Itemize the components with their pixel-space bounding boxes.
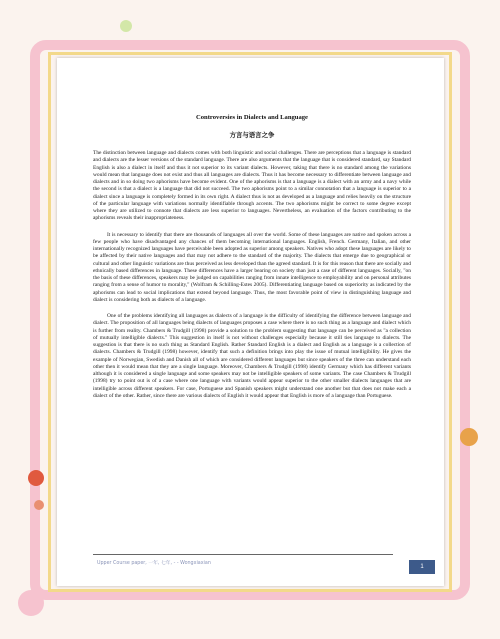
paragraph-1: The distinction between language and dialects comes with both linguistic and social challenges. There are perceptions that a language is standard and dialects are the lesser versions of the standard language. There are also arguments that the language that is considered standard, say Standard English is also a dialect in itself and thus it not superior to its variant dialects. However, taking that there is no standard among the variations would mean that language does not exist and thus all languages are dialects. Thus it has become necessary to differentiate between language and dialects and in so doing two aphorisms have become evident. One of the aphorisms is that a language is a dialect with an army and a navy while the second is that a dialect is a language that did not succeed. The two aphorisms point to a similar connotation that a language is superior to a dialect since a language is completely formed in its own right. A dialect thus is not as developed as a language and relies heavily on the structure of the particular language with variations normally identifiable through accents. The two aphorisms might be correct to some degree except where they are utilized to connote that dialects are less superior to languages. Nevertheless, an evaluation of the factors contributing to the aphorisms reveals their inappropriateness. [93,150,411,222]
footer-text: Upper Course paper, 一年, 七年, - - Wongxiaxian [97,561,211,566]
document-content [93,114,411,409]
paragraph-3: One of the problems identifying all languages as dialects of a language is the difficulty of identifying the difference between language and dialect. The proposition of all languages being dialects of languages proposes a case where there is no such thing as a language and dialect which is further from reality. Chambers & Trudgill (1998) provide a solution to the problem suggesting that language can be perceived as "a collection of mutually intelligible dialects." This suggestion in itself is not without challenges especially because it still ties language to dialects. The suggestion is that there is no such thing as Standard English. Rather Standard English is a dialect and English as a language is a collection of dialects. Chambers & Trudgill (1998) however, identify that such a definition brings into play the issue of mutual intelligibility. He gives the example of Norwegian, Swedish and Danish all of which are considered different languages but since speakers of the three can understand each other then it would mean that they are a single language. Moreover, Chambers & Trudgill (1998) identify Germany which has different variants although it is considered a single language and some speakers may not be intelligible speakers of some variants. The case Chambers & Trudgill (1998) try to point out is of a case where one language with variants would appear superior to the other smaller dialects languages that are intelligible across different speakers. For case, Portuguese and Spanish speakers might understand one another but that does not make each a dialect of the other. Rather, since there are various dialects of English it would appear that English is more of a language than Portuguese. [93,313,411,399]
paragraph-2: It is necessary to identify that there are thousands of languages all over the world. Some of these languages are native and spoken across a few people who have disadvantaged any chances of them becoming international languages. English, French. Germany, Italian, and other internationally recognized languages have perceivable been adopted as superior among speakers. Natives who adopt these languages are likely to be affected by their native languages and that may not adhere to the standard of the majority. The dialects that emerge due to geographical or cultural and other linguistic variations are thus perceived as less developed than the agreed standard. It is for this reason that there are socially and ethnically based differences in language. These differences have a larger bearing on society than just a case of different languages. Socially, "on the basis of these differences, speakers may be judged on capabilities ranging from innate intelligence to employability and on personal attributes ranging from a sense of humor to morality," (Wolfram & Schilling-Estes 2005). Differentiating language based on superiority as indicated by the aphorisms can lead to social implications that extend beyond language. Thus, the most favorable point of view in distinguishing language and dialect is considering both as dialects of a language. [93,231,411,303]
page-number-badge: 1 [409,560,435,574]
decorative-dot [34,500,44,510]
document-title: Controversies in Dialects and Language [196,114,308,121]
decorative-dot [460,428,478,446]
decorative-dot [18,590,44,616]
document-subtitle: 方言与语言之争 [229,131,275,139]
footer-divider [93,554,393,555]
document-page [57,58,444,586]
decorative-dot [28,470,44,486]
decorative-dot [120,20,132,32]
